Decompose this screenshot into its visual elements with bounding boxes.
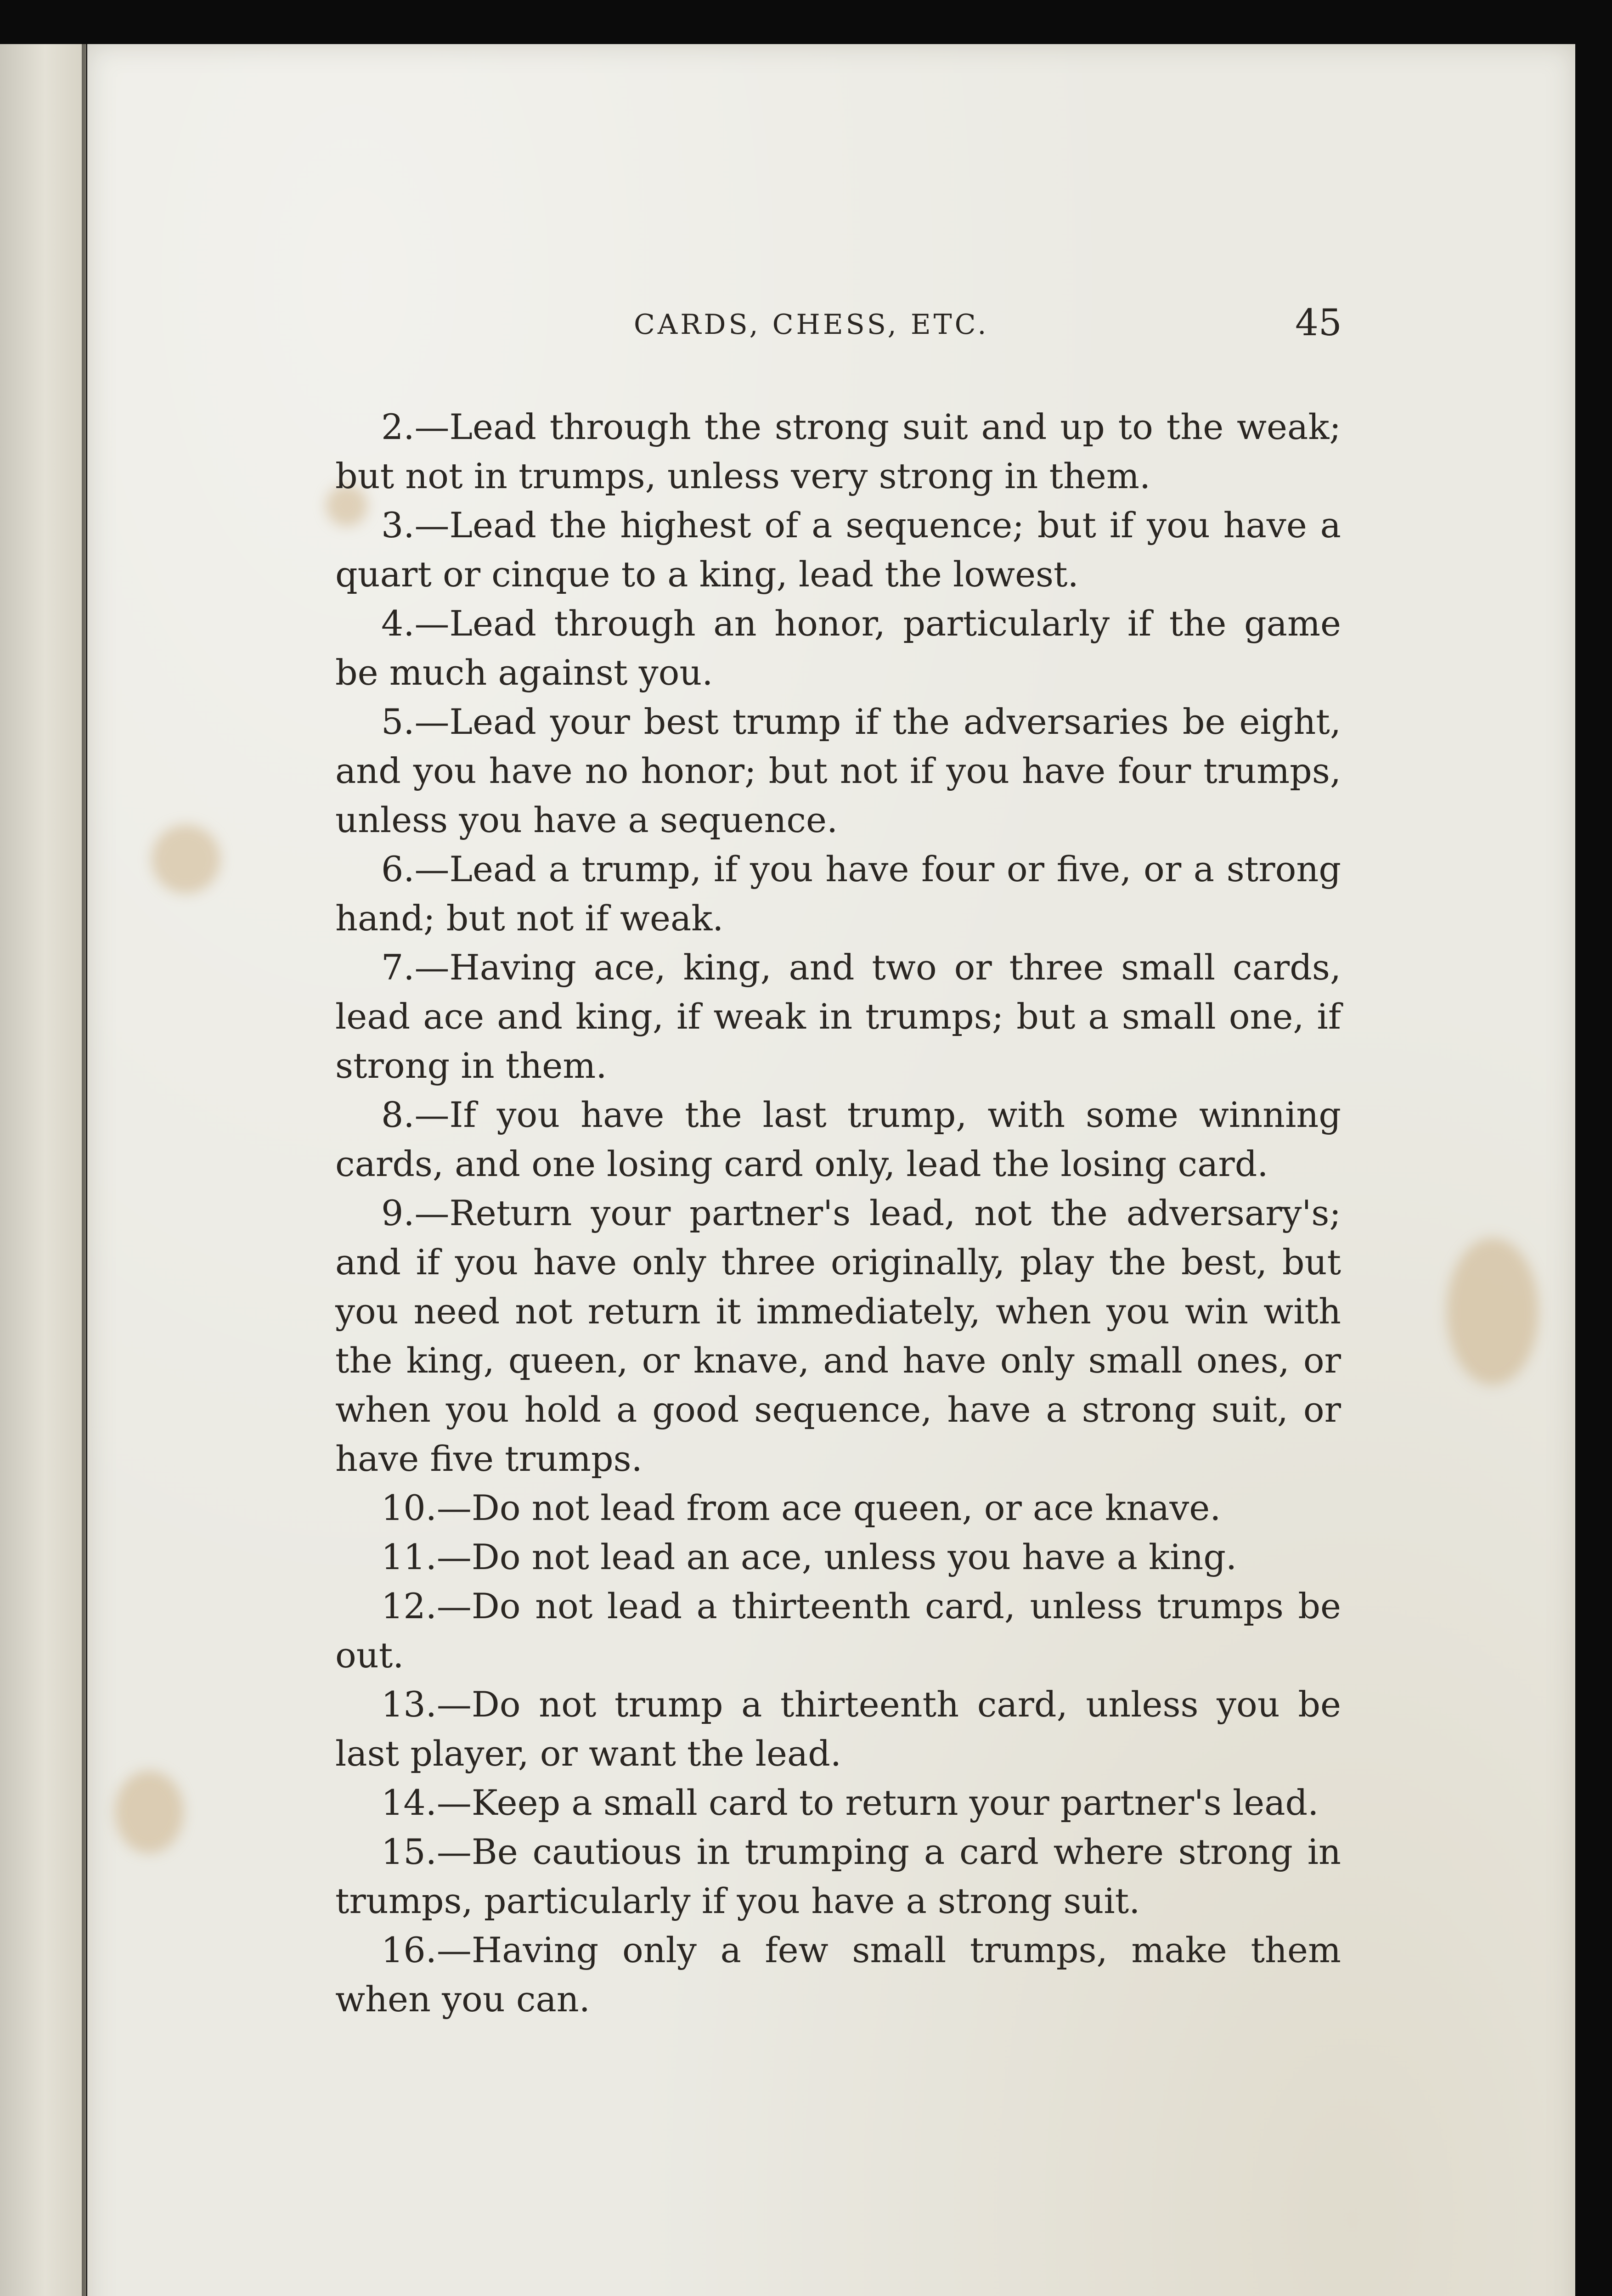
- rule-paragraph: 13.—Do not trump a thirteenth card, unless you be last player, or want the lead.: [335, 1684, 1341, 1774]
- page-number: 45: [1295, 301, 1342, 344]
- running-head: CARDS, CHESS, ETC.: [634, 309, 989, 341]
- rule-paragraph: 10.—Do not lead from ace queen, or ace knave.: [381, 1487, 1221, 1528]
- foxing-stain: [115, 1771, 184, 1853]
- page-header: [87, 301, 1575, 352]
- rule-paragraph: 16.—Having only a few small trumps, make them when you can.: [335, 1930, 1341, 2020]
- foxing-stain: [1447, 1238, 1539, 1385]
- rule-paragraph: 8.—If you have the last trump, with some winning cards, and one losing card only, lead the losing card.: [335, 1094, 1341, 1184]
- rule-paragraph: 2.—Lead through the strong suit and up to the weak; but not in trumps, unless very strong in them.: [335, 406, 1341, 496]
- rule-paragraph: 6.—Lead a trump, if you have four or five, or a strong hand; but not if weak.: [335, 849, 1341, 939]
- previous-page-edge: [0, 44, 86, 2296]
- rule-paragraph: 11.—Do not lead an ace, unless you have a king.: [381, 1536, 1237, 1577]
- rule-paragraph: 5.—Lead your best trump if the adversaries be eight, and you have no honor; but not if you have four trumps, unless you have a sequence.: [335, 701, 1341, 840]
- body-text: [335, 402, 1341, 2024]
- rule-paragraph: 14.—Keep a small card to return your partner's lead.: [381, 1782, 1319, 1823]
- rule-paragraph: 15.—Be cautious in trumping a card where strong in trumps, particularly if you have a strong suit.: [335, 1831, 1341, 1921]
- rule-paragraph: 7.—Having ace, king, and two or three small cards, lead ace and king, if weak in trumps; but a small one, if strong in them.: [335, 947, 1341, 1086]
- rule-paragraph: 12.—Do not lead a thirteenth card, unless trumps be out.: [335, 1586, 1341, 1676]
- foxing-stain: [152, 825, 220, 894]
- rule-paragraph: 4.—Lead through an honor, particularly if the game be much against you.: [335, 603, 1341, 693]
- rule-paragraph: 9.—Return your partner's lead, not the adversary's; and if you have only three originally, play the best, but you need not return it immediately, when you win with the king, queen, or knave, and have only small ones, or when you hold a good sequence, have a strong suit, or have five trumps.: [335, 1193, 1341, 1479]
- book-page: [87, 44, 1575, 2296]
- rule-paragraph: 3.—Lead the highest of a sequence; but if you have a quart or cinque to a king, lead the lowest.: [335, 505, 1341, 595]
